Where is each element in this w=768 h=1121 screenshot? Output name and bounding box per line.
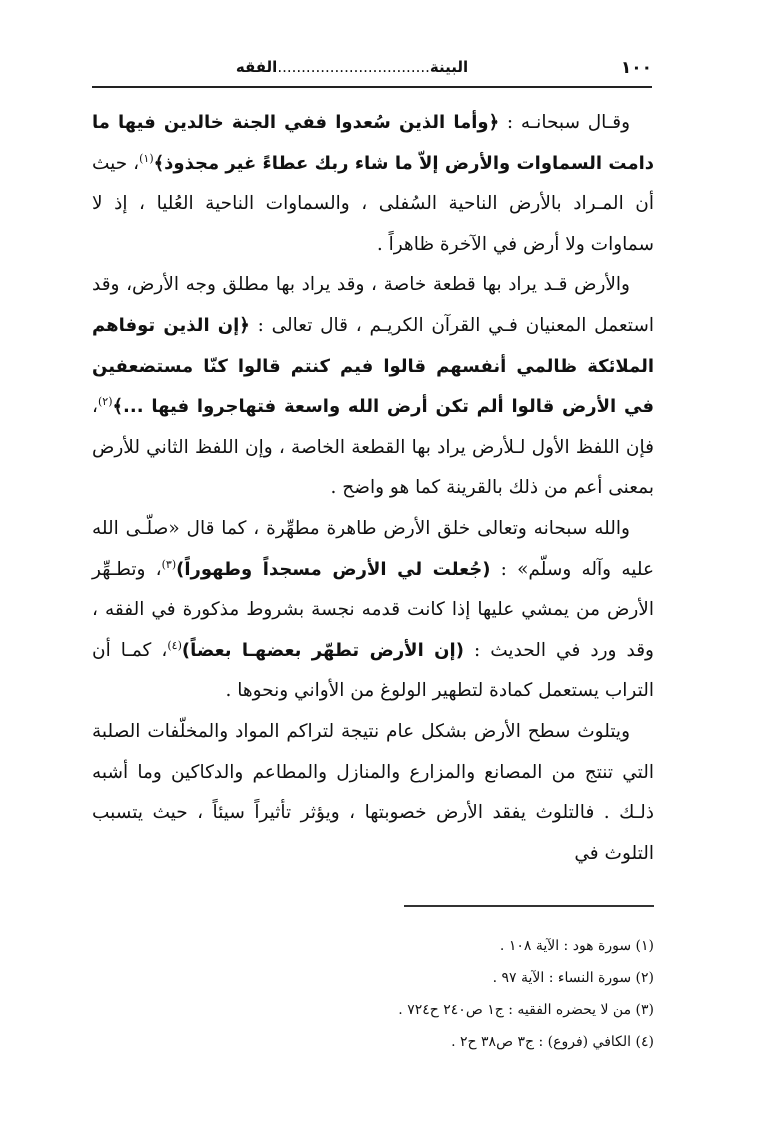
- text-run: والله سبحانه وتعالى خلق الأرض طاهرة مطهِّرة ، كما قال «صلّـى الله عليه وآله وسلّم» :: [92, 517, 654, 580]
- text-run: ويتلوث سطح الأرض بشكل عام نتيجة لتراكم المواد والمخلّفات الصلبة التي تنتج من المصانع والمزارع والمنازل والمطاعم والدكاكين وما أشبه ذلـك . فالتلوث يفقد الأرض خصوبتها ، ويؤثر تأثيراً سيئاً ، حيث يتسبب التلوث في: [92, 720, 654, 864]
- footnote-1: (١) سورة هود : الآية ١٠٨ .: [499, 938, 654, 954]
- footnote-ref: (٣): [161, 557, 177, 571]
- quote-text: (جُعلت لي الأرض مسجداً وطهوراً): [176, 558, 491, 580]
- footnote-2: (٢) سورة النساء : الآية ٩٧ .: [492, 970, 654, 986]
- footnote-separator: [404, 905, 654, 907]
- paragraph: [92, 265, 654, 509]
- text-run: ، كمـا أن التراب يستعمل كمادة لتطهير الولوغ من الأواني ونحوها .: [92, 639, 654, 702]
- footnote-ref: (٢): [97, 395, 113, 408]
- journal-name: البينة: [429, 58, 469, 76]
- section-name: الفقه: [235, 58, 278, 76]
- footnote-3: (٣) من لا يحضره الفقيه : ج١ ص٢٤٠ ح٧٢٤ .: [398, 1002, 654, 1018]
- footnote-4: (٤) الكافي (فروع) : ج٣ ص٣٨ ح٢ .: [451, 1034, 654, 1050]
- header-rule: [92, 86, 652, 88]
- header-dots: ................................: [277, 58, 430, 76]
- text-run: ، حيث أن المـراد بالأرض الناحية السُفلى ، والسماوات الناحية العُليا ، إذ لا سماوات ولا أرض في الآخرة ظاهراً .: [92, 152, 654, 255]
- text-run: ، فإن اللفظ الأول لـلأرض يراد بها القطعة الخاصة ، وإن اللفظ الثاني للأرض بمعنى أعم من ذلك بالقرينة كما هو واضح .: [92, 396, 654, 499]
- main-text: [92, 103, 654, 874]
- footnote-ref: (١): [139, 151, 154, 165]
- page-number: ١٠٠: [620, 58, 652, 78]
- paragraph: [92, 103, 654, 265]
- footnote-ref: (٤): [167, 638, 182, 652]
- quote-text: (إن الأرض تطهّر بعضهـا بعضاً): [181, 639, 464, 661]
- text-run: وقـال سبحانـه :: [499, 112, 630, 133]
- quote-text: ﴿وأما الذين سُعدوا ففي الجنة خالدين فيها ما دامت السماوات والأرض إلاّ ما شاء ربك عطاءً غير مجذوذ﴾: [92, 112, 654, 174]
- running-header: [92, 58, 652, 88]
- quote-text: ﴿إن الذين توفاهم الملائكة ظالمي أنفسهم قالوا فيم كنتم قالوا كنّا مستضعفين في الأرض قالوا ألم تكن أرض الله واسعة فتهاجروا فيها ...﴾: [92, 314, 654, 418]
- paragraph: [92, 509, 654, 712]
- footnotes: [92, 930, 654, 1058]
- paragraph: [92, 712, 654, 874]
- text-run: ، وتطـهِّر الأرض من يمشي عليها إذا كانت قدمه نجسة بشروط مذكورة في الفقه ، وقد ورد في الحديث :: [92, 558, 654, 661]
- header-title-line: [92, 58, 612, 76]
- text-run: والأرض قـد يراد بها قطعة خاصة ، وقد يراد بها مطلق وجه الأرض، وقد استعمل المعنيان فـي القرآن الكريـم ، قال تعالى :: [92, 274, 654, 336]
